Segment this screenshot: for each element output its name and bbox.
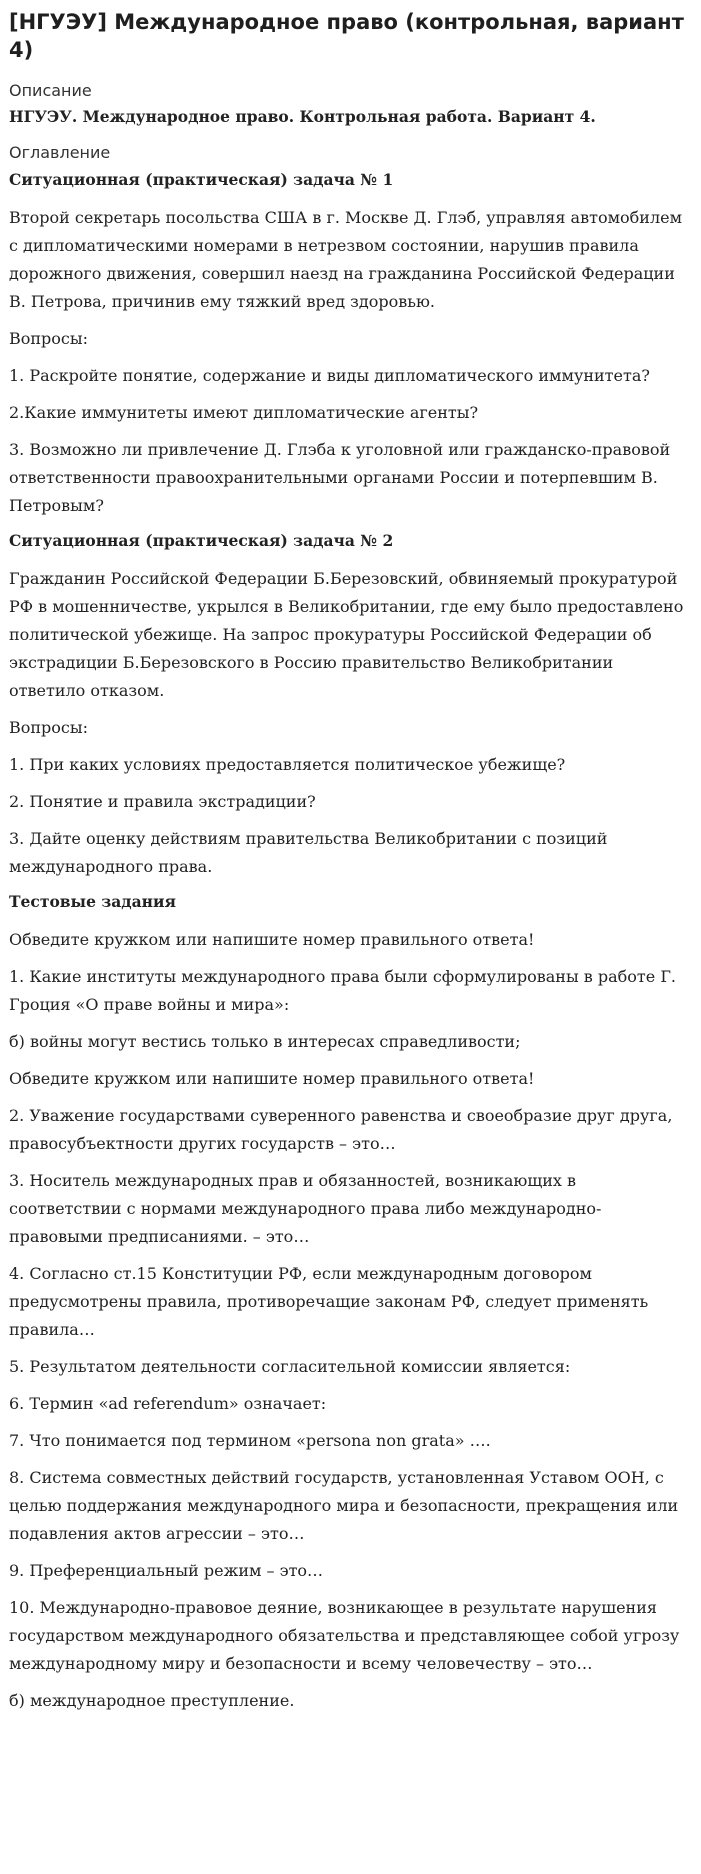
- task-2-questions-label: Вопросы:: [9, 718, 89, 737]
- test-item: 4. Согласно ст.15 Конституции РФ, если международным договором предусмотрены правила, противоречащие законам РФ, следует применять правила…: [9, 1264, 649, 1339]
- description-text: НГУЭУ. Международное право. Контрольная работа. Вариант 4.: [9, 107, 596, 126]
- tests-title: Тестовые задания: [9, 892, 176, 911]
- task-2-text: Гражданин Российской Федерации Б.Березовский, обвиняемый прокуратурой РФ в мошенничестве, укрылся в Великобритании, где ему было предоставлено политической убежище. На запрос прокуратуры Российской Федерации об экстрадиции Б.Березовского в Россию правительство Великобритании ответило отказом.: [9, 569, 684, 700]
- task-2-question: 1. При каких условиях предоставляется политическое убежище?: [9, 755, 566, 774]
- task-1-title: Ситуационная (практическая) задача № 1: [9, 170, 394, 189]
- test-item: 8. Система совместных действий государств, установленная Уставом ООН, с целью поддержания международного мира и безопасности, прекращения или подавления актов агрессии – это…: [9, 1468, 679, 1543]
- test-item: 1. Какие институты международного права были сформулированы в работе Г. Гроция «О праве войны и мира»:: [9, 967, 676, 1014]
- test-item: 6. Термин «ad referendum» означает:: [9, 1394, 327, 1413]
- test-item: 3. Носитель международных прав и обязанностей, возникающих в соответствии с нормами международного права либо международно-правовыми предписаниями. – это…: [9, 1171, 602, 1246]
- toc-label: Оглавление: [9, 143, 111, 162]
- task-2-question: 3. Дайте оценку действиям правительства Великобритании с позиций международного права.: [9, 829, 608, 876]
- task-1-question: 2.Какие иммунитеты имеют дипломатические агенты?: [9, 403, 479, 422]
- test-item: Обведите кружком или напишите номер правильного ответа!: [9, 930, 535, 949]
- test-item: б) войны могут вестись только в интересах справедливости;: [9, 1032, 521, 1051]
- test-item: 10. Международно-правовое деяние, возникающее в результате нарушения государством международного обязательства и представляющее собой угрозу международному миру и безопасности и всему человечеству – это…: [9, 1598, 680, 1673]
- task-2-question: 2. Понятие и правила экстрадиции?: [9, 792, 316, 811]
- test-item: 7. Что понимается под термином «persona non grata» ….: [9, 1431, 491, 1450]
- test-item: 2. Уважение государствами суверенного равенства и своеобразие друг друга, правосубъектности других государств – это…: [9, 1106, 673, 1153]
- task-1-questions-label: Вопросы:: [9, 329, 89, 348]
- test-item: 5. Результатом деятельности согласительной комиссии является:: [9, 1357, 571, 1376]
- task-1-text: Второй секретарь посольства США в г. Москве Д. Глэб, управляя автомобилем с дипломатическими номерами в нетрезвом состоянии, нарушив правила дорожного движения, совершил наезд на гражданина Российской Федерации В. Петрова, причинив ему тяжкий вред здоровью.: [9, 208, 683, 311]
- page-title: [НГУЭУ] Международное право (контрольная, вариант 4): [9, 10, 684, 62]
- task-1-question: 1. Раскройте понятие, содержание и виды дипломатического иммунитета?: [9, 366, 650, 385]
- test-item: Обведите кружком или напишите номер правильного ответа!: [9, 1069, 535, 1088]
- test-item: б) международное преступление.: [9, 1691, 295, 1710]
- task-2-title: Ситуационная (практическая) задача № 2: [9, 531, 394, 550]
- description-label: Описание: [9, 81, 92, 100]
- test-item: 9. Преференциальный режим – это…: [9, 1561, 324, 1580]
- task-1-question: 3. Возможно ли привлечение Д. Глэба к уголовной или гражданско-правовой ответственности правоохранительными органами России и потерпевшим В. Петровым?: [9, 440, 671, 515]
